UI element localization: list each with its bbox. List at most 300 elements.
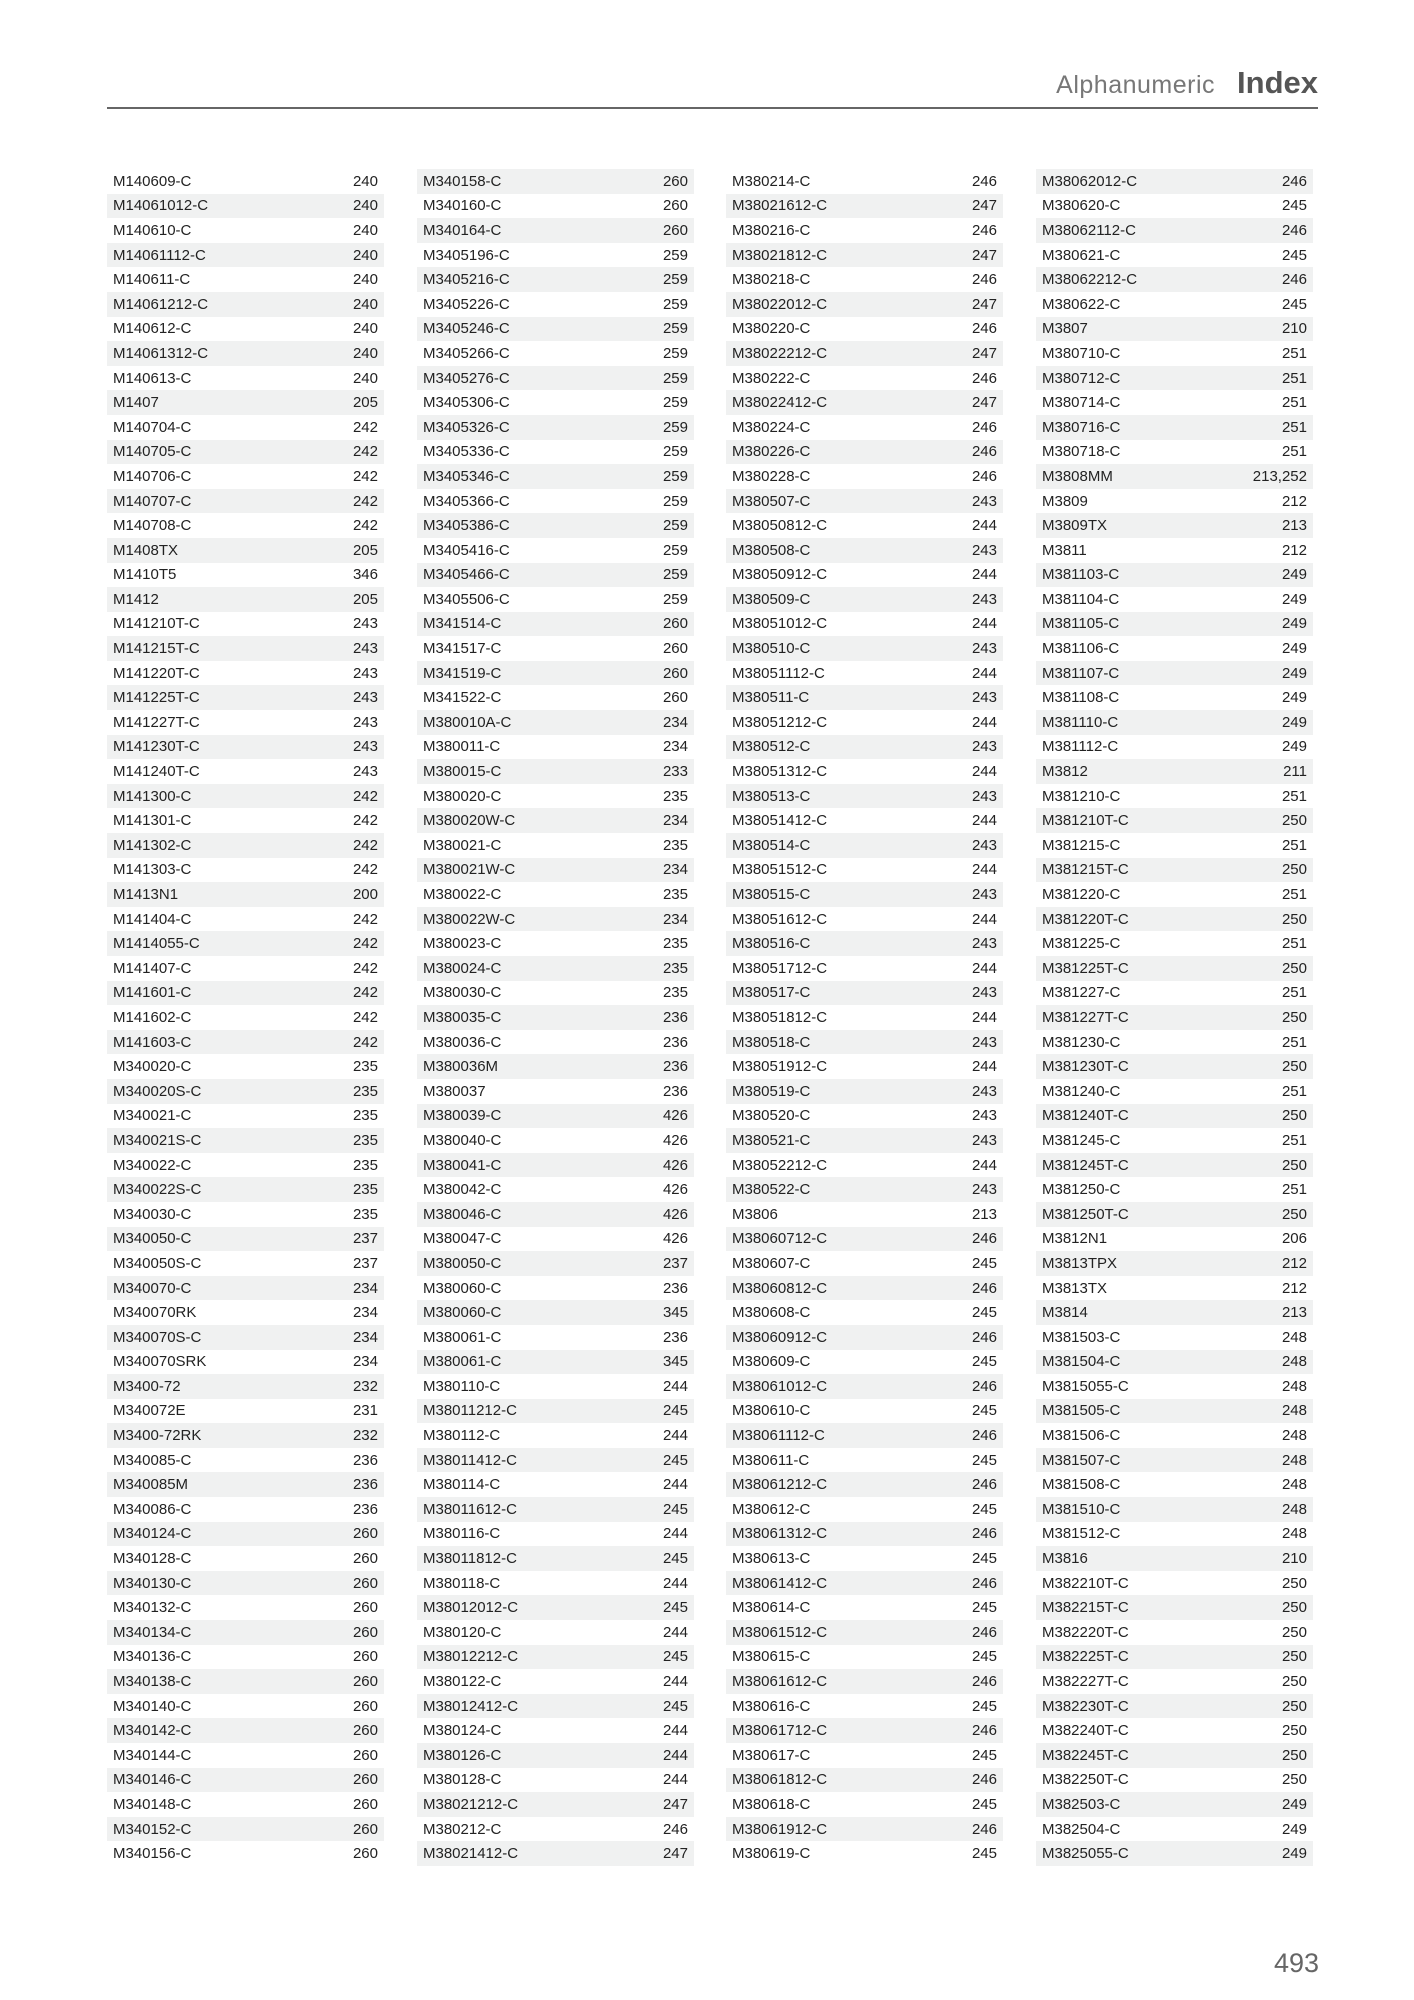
part-number: M380226-C bbox=[732, 443, 811, 461]
index-entry bbox=[417, 1571, 694, 1596]
part-number: M382230T-C bbox=[1042, 1697, 1129, 1715]
part-number: M380120-C bbox=[423, 1623, 502, 1641]
part-number: M3405506-C bbox=[423, 590, 510, 608]
page-reference: 240 bbox=[352, 369, 378, 387]
index-entry bbox=[726, 759, 1003, 784]
page-reference: 245 bbox=[1281, 246, 1307, 264]
part-number: M340050-C bbox=[113, 1230, 192, 1248]
page-reference: 249 bbox=[1281, 738, 1307, 756]
part-number: M3816 bbox=[1042, 1550, 1088, 1568]
index-entry bbox=[726, 1522, 1003, 1547]
index-entry bbox=[417, 1079, 694, 1104]
part-number: M38051512-C bbox=[732, 861, 828, 879]
index-entry bbox=[1036, 1669, 1313, 1694]
index-entry bbox=[107, 1448, 384, 1473]
part-number: M380509-C bbox=[732, 590, 811, 608]
page-reference: 248 bbox=[1281, 1353, 1307, 1371]
index-entry bbox=[1036, 587, 1313, 612]
page-reference: 249 bbox=[1281, 689, 1307, 707]
index-entry bbox=[417, 218, 694, 243]
part-number: M38050912-C bbox=[732, 566, 828, 584]
index-entry bbox=[417, 243, 694, 268]
part-number: M38051612-C bbox=[732, 910, 828, 928]
part-number: M3811 bbox=[1042, 541, 1087, 559]
page-reference: 245 bbox=[971, 1795, 997, 1813]
page-reference: 260 bbox=[352, 1550, 378, 1568]
page-reference: 260 bbox=[662, 197, 688, 215]
index-entry bbox=[417, 1448, 694, 1473]
index-entry bbox=[1036, 1005, 1313, 1030]
part-number: M380611-C bbox=[732, 1451, 810, 1469]
index-entry bbox=[726, 587, 1003, 612]
page-reference: 240 bbox=[352, 344, 378, 362]
page-reference: 235 bbox=[662, 886, 688, 904]
index-entry bbox=[1036, 366, 1313, 391]
page-reference: 249 bbox=[1281, 615, 1307, 633]
index-entry bbox=[107, 243, 384, 268]
part-number: M380212-C bbox=[423, 1820, 502, 1838]
index-entry bbox=[107, 1595, 384, 1620]
index-entry bbox=[726, 317, 1003, 342]
part-number: M381510-C bbox=[1042, 1500, 1121, 1518]
page-reference: 251 bbox=[1281, 836, 1307, 854]
index-entry bbox=[726, 1546, 1003, 1571]
part-number: M380609-C bbox=[732, 1353, 811, 1371]
page-reference: 243 bbox=[971, 886, 997, 904]
part-number: M14061012-C bbox=[113, 197, 209, 215]
index-entry bbox=[1036, 882, 1313, 907]
index-entry bbox=[726, 833, 1003, 858]
page-reference: 235 bbox=[662, 787, 688, 805]
page-reference: 243 bbox=[352, 713, 378, 731]
part-number: M380515-C bbox=[732, 886, 811, 904]
index-entry bbox=[107, 1817, 384, 1842]
page-reference: 244 bbox=[971, 664, 997, 682]
part-number: M381104-C bbox=[1042, 590, 1120, 608]
part-number: M380714-C bbox=[1042, 394, 1121, 412]
page-reference: 251 bbox=[1281, 1131, 1307, 1149]
part-number: M380124-C bbox=[423, 1722, 502, 1740]
part-number: M340144-C bbox=[113, 1746, 192, 1764]
part-number: M38012412-C bbox=[423, 1697, 519, 1715]
part-number: M380224-C bbox=[732, 418, 811, 436]
index-entry bbox=[107, 882, 384, 907]
part-number: M340022-C bbox=[113, 1156, 192, 1174]
page-reference: 242 bbox=[352, 984, 378, 1002]
index-entry bbox=[417, 981, 694, 1006]
part-number: M380220-C bbox=[732, 320, 811, 338]
part-number: M1412 bbox=[113, 590, 159, 608]
part-number: M340086-C bbox=[113, 1500, 192, 1518]
index-entry bbox=[1036, 1743, 1313, 1768]
index-entry bbox=[417, 1104, 694, 1129]
page-reference: 240 bbox=[352, 197, 378, 215]
page-reference: 213,252 bbox=[1252, 467, 1307, 485]
part-number: M380516-C bbox=[732, 935, 811, 953]
part-number: M380010A-C bbox=[423, 713, 512, 731]
page-reference: 240 bbox=[352, 246, 378, 264]
page-reference: 246 bbox=[971, 221, 997, 239]
index-entry bbox=[107, 1104, 384, 1129]
part-number: M380046-C bbox=[423, 1205, 502, 1223]
index-entry bbox=[726, 1718, 1003, 1743]
part-number: M3812 bbox=[1042, 763, 1088, 781]
part-number: M140707-C bbox=[113, 492, 192, 510]
index-entry bbox=[417, 1251, 694, 1276]
part-number: M340136-C bbox=[113, 1648, 192, 1666]
page-reference: 235 bbox=[352, 1181, 378, 1199]
index-entry bbox=[1036, 513, 1313, 538]
index-entry bbox=[107, 1423, 384, 1448]
page-reference: 260 bbox=[662, 221, 688, 239]
part-number: M3809TX bbox=[1042, 517, 1108, 535]
page-reference: 247 bbox=[971, 197, 997, 215]
part-number: M340130-C bbox=[113, 1574, 192, 1592]
page-reference: 246 bbox=[971, 1230, 997, 1248]
part-number: M340070RK bbox=[113, 1304, 197, 1322]
part-number: M3405276-C bbox=[423, 369, 510, 387]
part-number: M380040-C bbox=[423, 1131, 502, 1149]
page-reference: 244 bbox=[971, 1058, 997, 1076]
page-reference: 232 bbox=[352, 1377, 378, 1395]
part-number: M382210T-C bbox=[1042, 1574, 1129, 1592]
index-entry bbox=[107, 858, 384, 883]
page-reference: 246 bbox=[1281, 172, 1307, 190]
page-reference: 243 bbox=[971, 590, 997, 608]
page-reference: 242 bbox=[352, 935, 378, 953]
page-reference: 235 bbox=[352, 1156, 378, 1174]
part-number: M340138-C bbox=[113, 1673, 192, 1691]
index-entry bbox=[1036, 1620, 1313, 1645]
part-number: M382250T-C bbox=[1042, 1771, 1129, 1789]
page-reference: 211 bbox=[1283, 763, 1307, 781]
part-number: M38061212-C bbox=[732, 1476, 828, 1494]
part-number: M380036M bbox=[423, 1058, 499, 1076]
index-entry bbox=[107, 1227, 384, 1252]
page-reference: 250 bbox=[1281, 1746, 1307, 1764]
page-reference: 245 bbox=[971, 1648, 997, 1666]
page-reference: 242 bbox=[352, 812, 378, 830]
page-reference: 244 bbox=[662, 1722, 688, 1740]
index-entry bbox=[107, 735, 384, 760]
index-entry bbox=[726, 981, 1003, 1006]
page-reference: 244 bbox=[662, 1377, 688, 1395]
index-entry bbox=[107, 1325, 384, 1350]
page-reference: 244 bbox=[971, 812, 997, 830]
part-number: M380616-C bbox=[732, 1697, 811, 1715]
index-entry bbox=[417, 1546, 694, 1571]
part-number: M340070S-C bbox=[113, 1328, 202, 1346]
part-number: M141220T-C bbox=[113, 664, 200, 682]
page-reference: 250 bbox=[1281, 1673, 1307, 1691]
index-entry bbox=[1036, 1718, 1313, 1743]
part-number: M3405466-C bbox=[423, 566, 510, 584]
page-reference: 249 bbox=[1281, 566, 1307, 584]
index-entry bbox=[1036, 464, 1313, 489]
index-entry bbox=[726, 243, 1003, 268]
page-reference: 260 bbox=[352, 1599, 378, 1617]
part-number: M381225T-C bbox=[1042, 959, 1129, 977]
page-reference: 260 bbox=[352, 1673, 378, 1691]
index-entry bbox=[1036, 489, 1313, 514]
part-number: M141300-C bbox=[113, 787, 192, 805]
part-number: M381230-C bbox=[1042, 1033, 1121, 1051]
index-entry bbox=[417, 784, 694, 809]
index-entry bbox=[417, 1423, 694, 1448]
page-reference: 259 bbox=[662, 566, 688, 584]
index-entry bbox=[726, 1841, 1003, 1866]
index-entry bbox=[417, 1743, 694, 1768]
index-entry bbox=[417, 1497, 694, 1522]
page-reference: 251 bbox=[1281, 1033, 1307, 1051]
page-header bbox=[107, 60, 1318, 109]
part-number: M380222-C bbox=[732, 369, 811, 387]
part-number: M381215T-C bbox=[1042, 861, 1129, 879]
page-reference: 251 bbox=[1281, 394, 1307, 412]
part-number: M1407 bbox=[113, 394, 159, 412]
index-entry bbox=[107, 1399, 384, 1424]
part-number: M380047-C bbox=[423, 1230, 502, 1248]
part-number: M141602-C bbox=[113, 1008, 192, 1026]
part-number: M340134-C bbox=[113, 1623, 192, 1641]
index-entry bbox=[1036, 1546, 1313, 1571]
page-reference: 251 bbox=[1281, 886, 1307, 904]
index-entry bbox=[1036, 440, 1313, 465]
page-reference: 246 bbox=[971, 1722, 997, 1740]
part-number: M381106-C bbox=[1042, 640, 1120, 658]
part-number: M3405246-C bbox=[423, 320, 510, 338]
index-entry bbox=[107, 1669, 384, 1694]
index-entry bbox=[417, 612, 694, 637]
page-reference: 345 bbox=[662, 1353, 688, 1371]
part-number: M38050812-C bbox=[732, 517, 828, 535]
part-number: M381507-C bbox=[1042, 1451, 1121, 1469]
index-entry bbox=[107, 981, 384, 1006]
page-reference: 260 bbox=[352, 1623, 378, 1641]
part-number: M341519-C bbox=[423, 664, 502, 682]
index-entry bbox=[107, 1694, 384, 1719]
page-reference: 243 bbox=[352, 763, 378, 781]
part-number: M380712-C bbox=[1042, 369, 1121, 387]
index-entry bbox=[726, 1497, 1003, 1522]
part-number: M38061812-C bbox=[732, 1771, 828, 1789]
part-number: M380126-C bbox=[423, 1746, 502, 1764]
index-entry bbox=[726, 1817, 1003, 1842]
index-entry bbox=[726, 1694, 1003, 1719]
part-number: M340085-C bbox=[113, 1451, 192, 1469]
index-entry bbox=[726, 218, 1003, 243]
part-number: M38012212-C bbox=[423, 1648, 519, 1666]
part-number: M381506-C bbox=[1042, 1427, 1121, 1445]
page-reference: 247 bbox=[971, 344, 997, 362]
index-entry bbox=[726, 907, 1003, 932]
page-reference: 260 bbox=[662, 172, 688, 190]
index-entry bbox=[1036, 390, 1313, 415]
page-reference: 235 bbox=[662, 984, 688, 1002]
page-reference: 243 bbox=[971, 1181, 997, 1199]
page-reference: 244 bbox=[971, 517, 997, 535]
index-entry bbox=[107, 1522, 384, 1547]
part-number: M14061112-C bbox=[113, 246, 206, 264]
index-entry bbox=[1036, 1104, 1313, 1129]
page-reference: 251 bbox=[1281, 1181, 1307, 1199]
page-reference: 240 bbox=[352, 295, 378, 313]
page-reference: 244 bbox=[971, 861, 997, 879]
index-entry bbox=[726, 1128, 1003, 1153]
index-entry bbox=[107, 169, 384, 194]
part-number: M38061012-C bbox=[732, 1377, 828, 1395]
part-number: M380517-C bbox=[732, 984, 811, 1002]
part-number: M380021-C bbox=[423, 836, 502, 854]
page-reference: 243 bbox=[971, 541, 997, 559]
index-entry bbox=[726, 1227, 1003, 1252]
index-entry bbox=[726, 1374, 1003, 1399]
part-number: M380024-C bbox=[423, 959, 502, 977]
part-number: M38051012-C bbox=[732, 615, 828, 633]
page-reference: 248 bbox=[1281, 1377, 1307, 1395]
part-number: M340022S-C bbox=[113, 1181, 202, 1199]
index-entry bbox=[726, 1104, 1003, 1129]
page-reference: 248 bbox=[1281, 1402, 1307, 1420]
page-reference: 250 bbox=[1281, 812, 1307, 830]
page-reference: 242 bbox=[352, 467, 378, 485]
page-reference: 426 bbox=[662, 1181, 688, 1199]
page-reference: 243 bbox=[971, 640, 997, 658]
page-reference: 259 bbox=[662, 271, 688, 289]
page-reference: 234 bbox=[662, 861, 688, 879]
page-reference: 259 bbox=[662, 295, 688, 313]
index-entry bbox=[107, 833, 384, 858]
part-number: M380122-C bbox=[423, 1673, 502, 1691]
part-number: M340164-C bbox=[423, 221, 502, 239]
page-reference: 242 bbox=[352, 861, 378, 879]
index-entry bbox=[417, 1817, 694, 1842]
index-entry bbox=[417, 513, 694, 538]
part-number: M381250T-C bbox=[1042, 1205, 1129, 1223]
part-number: M340070SRK bbox=[113, 1353, 207, 1371]
index-entry bbox=[107, 267, 384, 292]
index-entry bbox=[1036, 341, 1313, 366]
index-entry bbox=[107, 563, 384, 588]
part-number: M38062012-C bbox=[1042, 172, 1138, 190]
part-number: M380039-C bbox=[423, 1107, 502, 1125]
part-number: M3815055-C bbox=[1042, 1377, 1129, 1395]
index-entry bbox=[107, 1300, 384, 1325]
page-reference: 212 bbox=[1281, 541, 1307, 559]
index-entry bbox=[107, 218, 384, 243]
page-reference: 244 bbox=[662, 1673, 688, 1691]
page-reference: 251 bbox=[1281, 369, 1307, 387]
index-entry bbox=[417, 735, 694, 760]
page-reference: 237 bbox=[662, 1254, 688, 1272]
page-reference: 246 bbox=[971, 1377, 997, 1395]
index-entry bbox=[417, 710, 694, 735]
index-entry bbox=[726, 1571, 1003, 1596]
part-number: M141303-C bbox=[113, 861, 192, 879]
index-entry bbox=[726, 1423, 1003, 1448]
part-number: M140706-C bbox=[113, 467, 192, 485]
part-number: M381512-C bbox=[1042, 1525, 1121, 1543]
index-entry bbox=[107, 464, 384, 489]
index-entry bbox=[726, 1399, 1003, 1424]
page-reference: 260 bbox=[352, 1845, 378, 1863]
page-reference: 245 bbox=[971, 1353, 997, 1371]
page-reference: 205 bbox=[352, 541, 378, 559]
index-entry bbox=[107, 710, 384, 735]
part-number: M38061612-C bbox=[732, 1673, 828, 1691]
page-reference: 234 bbox=[352, 1304, 378, 1322]
index-entry bbox=[726, 1251, 1003, 1276]
part-number: M340160-C bbox=[423, 197, 502, 215]
page-reference: 249 bbox=[1281, 640, 1307, 658]
index-entry bbox=[417, 1718, 694, 1743]
page-reference: 246 bbox=[971, 1673, 997, 1691]
index-entry bbox=[1036, 1841, 1313, 1866]
page-reference: 242 bbox=[352, 1033, 378, 1051]
index-entry bbox=[417, 1030, 694, 1055]
page-reference: 250 bbox=[1281, 959, 1307, 977]
part-number: M38061112-C bbox=[732, 1427, 825, 1445]
index-entry bbox=[726, 710, 1003, 735]
index-entry bbox=[417, 415, 694, 440]
index-entry bbox=[107, 685, 384, 710]
page-number: 493 bbox=[1273, 1948, 1319, 1978]
part-number: M380021W-C bbox=[423, 861, 516, 879]
part-number: M380112-C bbox=[423, 1427, 501, 1445]
index-entry bbox=[1036, 1472, 1313, 1497]
part-number: M380514-C bbox=[732, 836, 811, 854]
part-number: M380030-C bbox=[423, 984, 502, 1002]
part-number: M38061412-C bbox=[732, 1574, 828, 1592]
index-entry bbox=[417, 833, 694, 858]
page-reference: 260 bbox=[352, 1746, 378, 1764]
page-reference: 245 bbox=[662, 1648, 688, 1666]
part-number: M141240T-C bbox=[113, 763, 200, 781]
page-reference: 259 bbox=[662, 418, 688, 436]
index-entry bbox=[417, 1202, 694, 1227]
index-entry bbox=[1036, 858, 1313, 883]
page-reference: 246 bbox=[971, 467, 997, 485]
part-number: M340085M bbox=[113, 1476, 189, 1494]
page-reference: 212 bbox=[1281, 1279, 1307, 1297]
page-reference: 244 bbox=[971, 566, 997, 584]
part-number: M380613-C bbox=[732, 1550, 811, 1568]
part-number: M141601-C bbox=[113, 984, 192, 1002]
index-entry bbox=[726, 612, 1003, 637]
index-entry bbox=[107, 1546, 384, 1571]
part-number: M381210T-C bbox=[1042, 812, 1129, 830]
part-number: M141603-C bbox=[113, 1033, 192, 1051]
part-number: M380522-C bbox=[732, 1181, 811, 1199]
index-entry bbox=[1036, 563, 1313, 588]
index-entry bbox=[726, 440, 1003, 465]
part-number: M141210T-C bbox=[113, 615, 200, 633]
part-number: M3812N1 bbox=[1042, 1230, 1108, 1248]
index-entry bbox=[417, 1153, 694, 1178]
page-reference: 244 bbox=[662, 1746, 688, 1764]
part-number: M380610-C bbox=[732, 1402, 811, 1420]
index-entry bbox=[107, 1054, 384, 1079]
page-reference: 244 bbox=[971, 959, 997, 977]
page-reference: 236 bbox=[662, 1328, 688, 1346]
page-reference: 248 bbox=[1281, 1525, 1307, 1543]
part-number: M380036-C bbox=[423, 1033, 502, 1051]
page-reference: 213 bbox=[1281, 1304, 1307, 1322]
index-entry bbox=[1036, 1325, 1313, 1350]
page-reference: 260 bbox=[352, 1648, 378, 1666]
part-number: M380612-C bbox=[732, 1500, 811, 1518]
part-number: M380035-C bbox=[423, 1008, 502, 1026]
